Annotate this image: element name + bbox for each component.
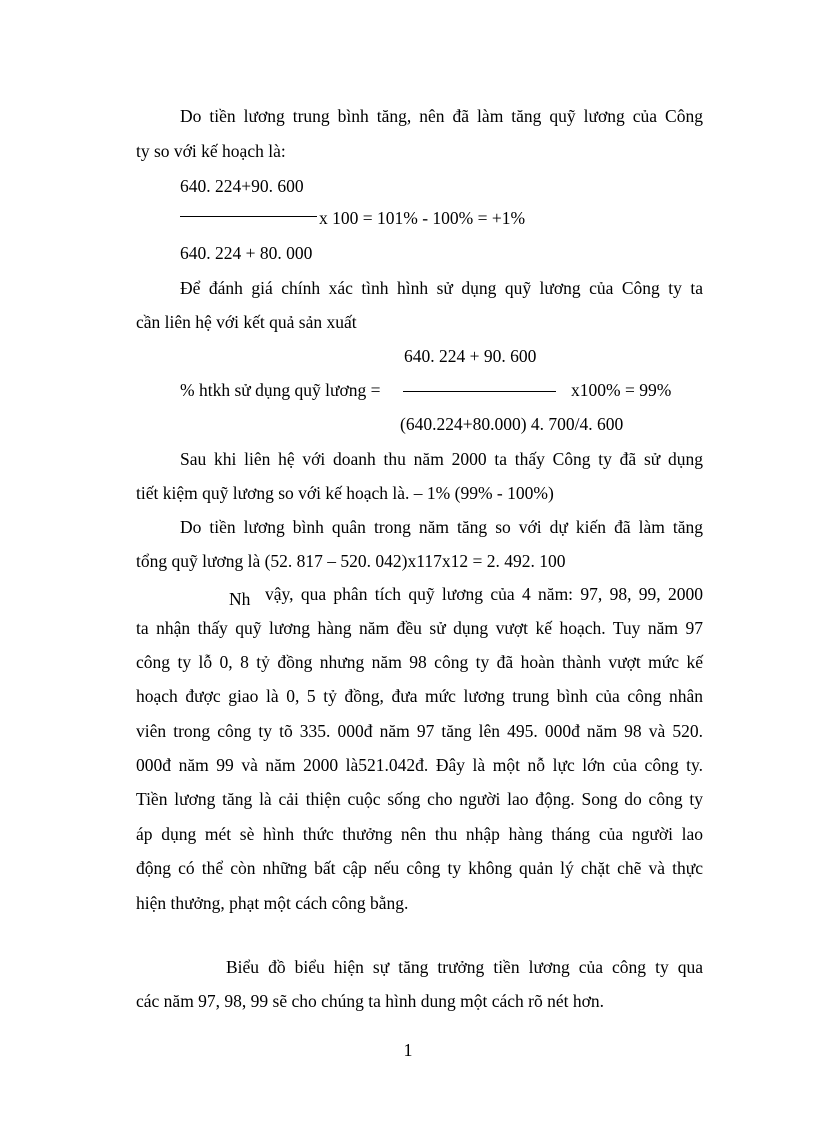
paragraph-5-lead-word: Nh <box>229 589 251 609</box>
paragraph-5-line-8: áp dụng mét sè hình thức thưởng nên thu nhập hàng tháng của người lao <box>136 824 703 844</box>
paragraph-1-line-1: Do tiền lương trung bình tăng, nên đã làm tăng quỹ lương của Công <box>180 106 703 126</box>
paragraph-5-line-1: vậy, qua phân tích quỹ lương của 4 năm: 97, 98, 99, 2000 <box>265 584 703 604</box>
paragraph-3-line-1: Sau khi liên hệ với doanh thu năm 2000 ta thấy Công ty đã sử dụng <box>180 449 703 469</box>
paragraph-6-line-1: Biểu đồ biểu hiện sự tăng trưởng tiền lương của công ty qua <box>226 957 703 977</box>
paragraph-5-line-7: Tiền lương tăng là cải thiện cuộc sống cho người lao động. Song do công ty <box>136 789 703 809</box>
formula-2-fraction-bar <box>403 391 556 392</box>
paragraph-5-line-2: ta nhận thấy quỹ lương hàng năm đều sử dụng vượt kế hoạch. Tuy năm 97 <box>136 618 703 638</box>
formula-2-result: x100% = 99% <box>571 380 672 400</box>
paragraph-5-line-9: động có thể còn những bất cập nếu công ty không quản lý chặt chẽ và thực <box>136 858 703 878</box>
paragraph-2-line-2: cần liên hệ với kết quả sản xuất <box>136 312 357 332</box>
formula-1-denominator: 640. 224 + 80. 000 <box>180 243 313 263</box>
paragraph-1-line-2: ty so với kế hoạch là: <box>136 141 286 161</box>
formula-1-fraction-bar <box>180 216 317 217</box>
paragraph-5-line-4: hoạch được giao là 0, 5 tỷ đồng, đưa mức lương trung bình của công nhân <box>136 686 703 706</box>
paragraph-6-line-2: các năm 97, 98, 99 sẽ cho chúng ta hình dung một cách rõ nét hơn. <box>136 991 605 1011</box>
paragraph-5-line-3: công ty lỗ 0, 8 tỷ đồng nhưng năm 98 công ty đã hoàn thành vượt mức kế <box>136 652 703 672</box>
formula-2-label: % htkh sử dụng quỹ lương = <box>180 380 381 400</box>
formula-2-numerator: 640. 224 + 90. 600 <box>404 346 537 366</box>
paragraph-5-line-5: viên trong công ty tõ 335. 000đ năm 97 tăng lên 495. 000đ năm 98 và 520. <box>136 721 703 741</box>
paragraph-3-line-2: tiết kiệm quỹ lương so với kế hoạch là. – 1% (99% - 100%) <box>136 483 554 503</box>
paragraph-5-line-10: hiện thưởng, phạt một cách công bằng. <box>136 893 409 913</box>
page-number: 1 <box>403 1040 413 1060</box>
formula-2-denominator: (640.224+80.000) 4. 700/4. 600 <box>400 414 624 434</box>
paragraph-2-line-1: Để đánh giá chính xác tình hình sử dụng quỹ lương của Công ty ta <box>180 278 703 298</box>
paragraph-4-line-1: Do tiền lương bình quân trong năm tăng so với dự kiến đã làm tăng <box>180 517 703 537</box>
formula-1-numerator: 640. 224+90. 600 <box>180 176 304 196</box>
paragraph-4-line-2: tổng quỹ lương là (52. 817 – 520. 042)x117x12 = 2. 492. 100 <box>136 551 566 571</box>
formula-1-result: x 100 = 101% - 100% = +1% <box>319 208 526 228</box>
paragraph-5-line-6: 000đ năm 99 và năm 2000 là521.042đ. Đây là một nỗ lực lớn của công ty. <box>136 755 703 775</box>
